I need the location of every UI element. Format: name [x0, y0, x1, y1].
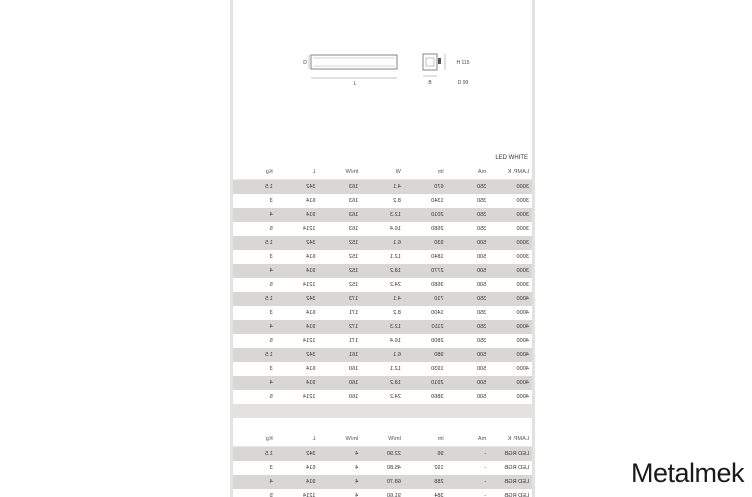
table-cell: 24.2	[361, 390, 404, 404]
table-cell: 3860	[404, 390, 447, 404]
table-cell: 3000	[489, 208, 532, 222]
table-cell: -	[447, 489, 490, 497]
table-cell: 3680	[404, 278, 447, 292]
section-title-led-white: LED WHITE	[495, 155, 528, 161]
table-cell: -	[447, 447, 490, 462]
table-cell: 614	[276, 306, 319, 320]
table-cell: 914	[276, 376, 319, 390]
table-cell: -	[447, 461, 490, 475]
table-cell: 4000	[489, 320, 532, 334]
table-row	[233, 250, 532, 264]
table-cell: 670	[404, 180, 447, 195]
table-cell: 350	[447, 334, 490, 348]
table-row	[233, 180, 532, 195]
table-cell: 5	[233, 489, 276, 497]
table-cell: 2110	[404, 320, 447, 334]
column-header: W	[361, 165, 404, 180]
table-cell: 614	[276, 362, 319, 376]
column-header: lm/W	[318, 165, 361, 180]
technical-drawing	[233, 0, 532, 150]
table-cell: 3000	[489, 264, 532, 278]
table-cell: 5	[233, 278, 276, 292]
table-cell: 4	[233, 208, 276, 222]
table-cell: 342	[276, 180, 319, 195]
table-cell: 500	[447, 236, 490, 250]
dim-height-label: H 115	[456, 60, 470, 66]
table-cell: 350	[447, 194, 490, 208]
table-cell: 2770	[404, 264, 447, 278]
table-cell: 4	[318, 447, 361, 462]
table-cell: 914	[276, 208, 319, 222]
table-cell: 4000	[489, 306, 532, 320]
table-cell: 288	[404, 475, 447, 489]
table-cell: 500	[447, 250, 490, 264]
table-spacer-row	[233, 404, 532, 418]
table-row	[233, 461, 532, 475]
table-cell: 1.5	[233, 180, 276, 195]
table-row	[233, 447, 532, 462]
table-cell: 4000	[489, 390, 532, 404]
table-cell: 350	[447, 208, 490, 222]
table-cell: 12.1	[361, 250, 404, 264]
table-cell: 12.3	[361, 320, 404, 334]
table-cell: 12.1	[361, 362, 404, 376]
table-row	[233, 489, 532, 497]
table-cell: 6.1	[361, 348, 404, 362]
column-header: lm	[404, 165, 447, 180]
table-row	[233, 222, 532, 236]
table-cell: 3	[233, 250, 276, 264]
table-cell: 3	[233, 306, 276, 320]
table-cell: 4.1	[361, 180, 404, 195]
table-cell: 2010	[404, 208, 447, 222]
table-cell: 4	[318, 489, 361, 497]
table-cell: 342	[276, 292, 319, 306]
table-cell: 18.2	[361, 264, 404, 278]
spec-table-led-white	[233, 165, 532, 404]
table-cell: 384	[404, 489, 447, 497]
table-cell: 2800	[404, 334, 447, 348]
brand-logo: Metalmek	[630, 458, 744, 488]
table-cell: 4.1	[361, 292, 404, 306]
table-cell: 1214	[276, 489, 319, 497]
table-cell: 4	[233, 320, 276, 334]
column-header: lm	[404, 432, 447, 447]
table-header-row	[233, 432, 532, 447]
table-cell: 171	[318, 306, 361, 320]
table-cell: 8.2	[361, 194, 404, 208]
table-cell: 3000	[489, 236, 532, 250]
table-cell: 160	[318, 362, 361, 376]
dim-left-label: D	[303, 60, 307, 66]
table-cell: 1.5	[233, 292, 276, 306]
table-cell: 152	[318, 250, 361, 264]
dim-depth-label: D 99	[457, 80, 469, 86]
table-cell: 3	[233, 362, 276, 376]
column-header: lm/W	[361, 432, 404, 447]
table-cell: 2910	[404, 376, 447, 390]
table-row	[233, 208, 532, 222]
table-cell: 5	[233, 222, 276, 236]
dimension-diagram	[233, 0, 532, 150]
table-cell: 1.5	[233, 348, 276, 362]
table-cell: 500	[447, 278, 490, 292]
table-cell: 1214	[276, 222, 319, 236]
table-cell: 342	[276, 236, 319, 250]
table-cell: 350	[447, 222, 490, 236]
table-cell: 614	[276, 250, 319, 264]
table-cell: 1840	[404, 250, 447, 264]
table-cell: 161	[318, 348, 361, 362]
column-header: Kg	[233, 432, 276, 447]
table-cell: 5	[233, 390, 276, 404]
table-cell: 614	[276, 461, 319, 475]
column-header: L	[276, 432, 319, 447]
column-header: mA	[447, 165, 490, 180]
table-cell: 2680	[404, 222, 447, 236]
table-cell: 3000	[489, 250, 532, 264]
table-cell: 192	[404, 461, 447, 475]
column-header: L	[276, 165, 319, 180]
table-cell: 914	[276, 264, 319, 278]
table-cell: 1214	[276, 278, 319, 292]
table-row	[233, 264, 532, 278]
table-cell: 6.1	[361, 236, 404, 250]
table-cell: 163	[318, 208, 361, 222]
column-header: LAMP. K	[489, 432, 532, 447]
table-cell: 3000	[489, 278, 532, 292]
table-cell: LED RGB	[489, 461, 532, 475]
table-cell: 4000	[489, 362, 532, 376]
column-header: LAMP. K	[489, 165, 532, 180]
table-cell: 12.3	[361, 208, 404, 222]
table-cell: 68.70	[361, 475, 404, 489]
table-cell: 3000	[489, 222, 532, 236]
table-cell: 152	[318, 278, 361, 292]
table-cell: 1400	[404, 306, 447, 320]
table-cell: 172	[318, 320, 361, 334]
table-row	[233, 348, 532, 362]
table-cell: 4	[233, 475, 276, 489]
table-cell: 500	[447, 348, 490, 362]
table-cell: 1340	[404, 194, 447, 208]
table-row	[233, 475, 532, 489]
table-cell: -	[447, 475, 490, 489]
table-cell: 1214	[276, 334, 319, 348]
table-cell: LED RGB	[489, 447, 532, 462]
table-cell: 3	[233, 194, 276, 208]
table-cell: 614	[276, 194, 319, 208]
table-row	[233, 194, 532, 208]
table-cell: 22.90	[361, 447, 404, 462]
table-cell: 1214	[276, 390, 319, 404]
table-cell: 96	[404, 447, 447, 462]
table-cell: 4000	[489, 334, 532, 348]
table-cell: 500	[447, 362, 490, 376]
table-row	[233, 334, 532, 348]
table-cell: 350	[447, 306, 490, 320]
table-row	[233, 390, 532, 404]
table-cell: 350	[447, 320, 490, 334]
table-cell: 4	[233, 264, 276, 278]
table-cell: 710	[404, 292, 447, 306]
datasheet-page	[230, 0, 535, 497]
table-cell: 160	[318, 390, 361, 404]
table-row	[233, 376, 532, 390]
table-row	[233, 362, 532, 376]
table-cell: 350	[447, 292, 490, 306]
table-cell: 980	[404, 348, 447, 362]
table-cell: 3000	[489, 180, 532, 195]
table-cell: 152	[318, 264, 361, 278]
table-cell: 152	[318, 236, 361, 250]
profile-side-view	[311, 55, 397, 69]
table-cell: 4	[318, 475, 361, 489]
column-header: Kg	[233, 165, 276, 180]
table-row	[233, 278, 532, 292]
table-cell: 5	[233, 334, 276, 348]
table-cell: 4	[233, 376, 276, 390]
table-cell: 45.80	[361, 461, 404, 475]
table-cell: 350	[447, 180, 490, 195]
column-header: lm/W	[318, 432, 361, 447]
dim-width-label: B	[428, 80, 432, 86]
table-cell: 173	[318, 292, 361, 306]
table-cell: 16.4	[361, 334, 404, 348]
table-cell: 16.4	[361, 222, 404, 236]
profile-cross-section	[423, 54, 437, 70]
spec-table-led-rgb	[233, 432, 532, 497]
table-row	[233, 292, 532, 306]
table-cell: 163	[318, 180, 361, 195]
table-cell: 914	[276, 475, 319, 489]
table-row	[233, 320, 532, 334]
table-header-row	[233, 165, 532, 180]
table-cell: 500	[447, 390, 490, 404]
table-cell: 342	[276, 348, 319, 362]
table-cell: 500	[447, 376, 490, 390]
table-cell: 4	[318, 461, 361, 475]
table-cell: 4000	[489, 292, 532, 306]
column-header: mA	[447, 432, 490, 447]
table-cell: 24.2	[361, 278, 404, 292]
table-row	[233, 236, 532, 250]
table-cell: 1.5	[233, 236, 276, 250]
table-cell: 500	[447, 264, 490, 278]
table-cell: 4000	[489, 376, 532, 390]
table-cell: 1.5	[233, 447, 276, 462]
table-cell: 160	[318, 376, 361, 390]
table-cell: 8.2	[361, 306, 404, 320]
table-cell: 163	[318, 222, 361, 236]
profile-marker	[438, 58, 441, 64]
table-cell: LED RGB	[489, 489, 532, 497]
table-cell: 91.60	[361, 489, 404, 497]
table-cell: 3	[233, 461, 276, 475]
table-cell: 342	[276, 447, 319, 462]
dim-bottom-label: L	[353, 81, 357, 87]
table-cell: LED RGB	[489, 475, 532, 489]
table-cell: 930	[404, 236, 447, 250]
table-cell: 18.2	[361, 376, 404, 390]
table-cell: 171	[318, 334, 361, 348]
table-cell: 163	[318, 194, 361, 208]
table-cell: 4000	[489, 348, 532, 362]
table-cell: 914	[276, 320, 319, 334]
table-cell: 3000	[489, 194, 532, 208]
table-cell: 1930	[404, 362, 447, 376]
table-row	[233, 306, 532, 320]
